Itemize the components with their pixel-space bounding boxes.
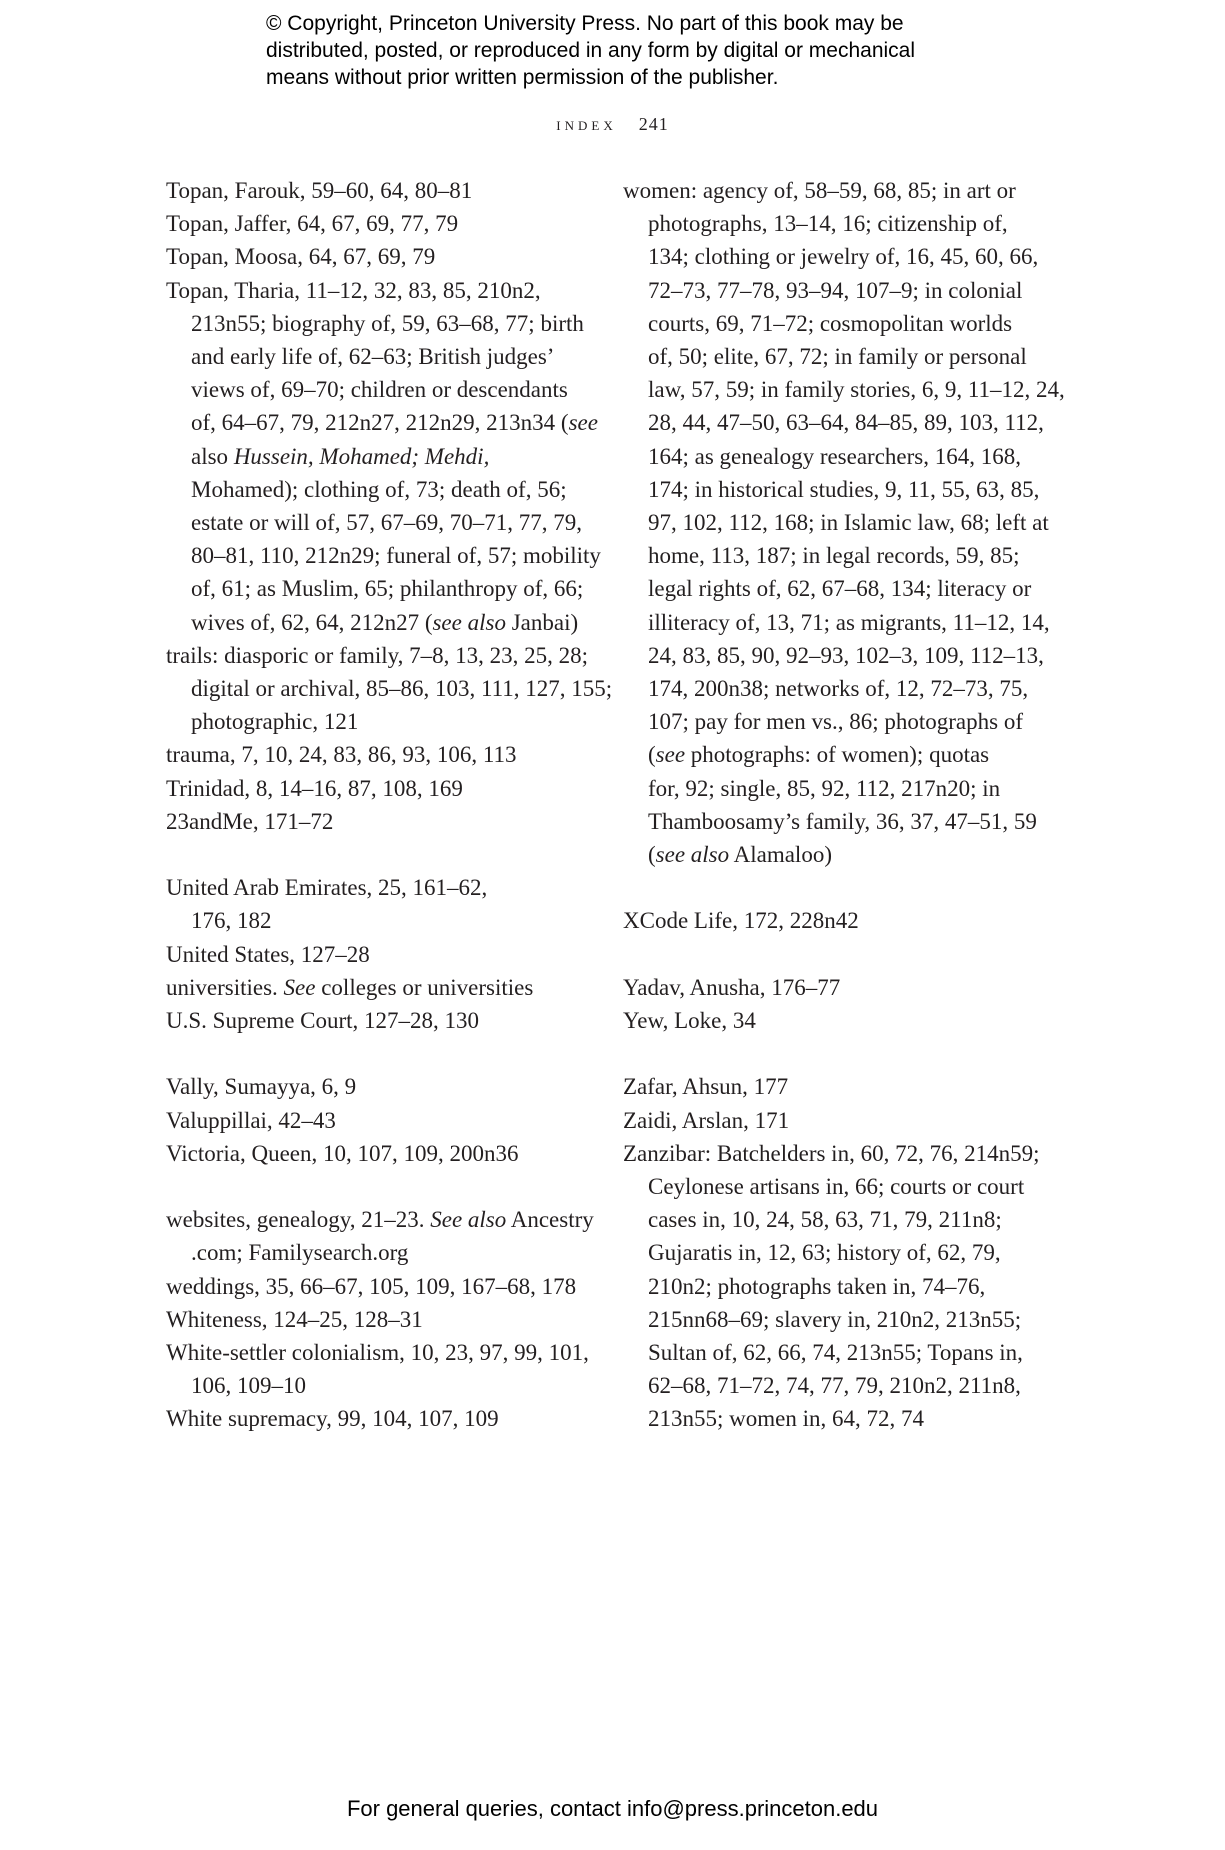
copyright-line: © Copyright, Princeton University Press. No part of this book may be	[266, 12, 904, 35]
entry-text: Ceylonese artisans in, 66; courts or court	[648, 1174, 1025, 1200]
entry-group-gap	[166, 1170, 586, 1203]
index-entry	[623, 904, 1045, 937]
index-entry-continuation	[166, 340, 586, 373]
index-entry-continuation	[166, 307, 586, 340]
index-entry-continuation	[623, 539, 1045, 572]
entry-text: XCode Life, 172, 228n42	[623, 908, 859, 934]
index-entry	[623, 1004, 1045, 1037]
entry-text: Thamboosamy’s family, 36, 37, 47–51, 59	[648, 808, 1037, 834]
entry-text: Sultan of, 62, 66, 74, 213n55; Topans in,	[648, 1340, 1023, 1366]
index-entry-continuation	[166, 672, 613, 705]
index-entry-continuation	[623, 805, 1045, 838]
index-entry-continuation	[623, 606, 1050, 639]
entry-text: of, 50; elite, 67, 72; in family or personal	[648, 344, 1027, 370]
entry-text: 134; clothing or jewelry of, 16, 45, 60, 66,	[648, 244, 1039, 270]
entry-text: Valuppillai, 42–43	[166, 1107, 336, 1133]
index-entry	[166, 772, 586, 805]
entry-text: digital or archival, 85–86, 103, 111, 127, 155;	[191, 676, 613, 702]
entry-text: and early life of, 62–63; British judges’	[191, 344, 555, 370]
index-entry	[623, 174, 1045, 207]
entry-text: Alamaloo)	[729, 842, 832, 868]
page-number: 241	[638, 114, 669, 134]
index-entry	[166, 240, 586, 273]
entry-text: United States, 127–28	[166, 941, 370, 967]
entry-text: 106, 109–10	[191, 1373, 306, 1399]
index-entry-continuation	[623, 1203, 1045, 1236]
entry-text: 213n55; women in, 64, 72, 74	[648, 1406, 924, 1432]
index-entry-continuation	[166, 904, 586, 937]
entry-text: 174, 200n38; networks of, 12, 72–73, 75,	[648, 676, 1029, 702]
entry-text: 28, 44, 47–50, 63–64, 84–85, 89, 103, 112,	[648, 410, 1044, 436]
entry-text: courts, 69, 71–72; cosmopolitan worlds	[648, 310, 1013, 336]
index-entry-continuation	[166, 1369, 586, 1402]
cross-reference-italic: See also	[430, 1207, 507, 1233]
index-entry-continuation	[623, 1369, 1045, 1402]
entry-text: U.S. Supreme Court, 127–28, 130	[166, 1008, 480, 1034]
entry-text: 72–73, 77–78, 93–94, 107–9; in colonial	[648, 277, 1023, 303]
index-entry-continuation	[623, 1236, 1045, 1269]
index-entry-continuation	[623, 672, 1045, 705]
entry-text: Janbai)	[505, 609, 579, 635]
entry-text: Yadav, Anusha, 176–77	[623, 974, 841, 1000]
index-entry	[166, 1004, 586, 1037]
entry-text: White supremacy, 99, 104, 107, 109	[166, 1406, 499, 1432]
entry-text: Topan, Moosa, 64, 67, 69, 79	[166, 244, 436, 270]
index-entry-continuation	[623, 506, 1049, 539]
index-entry	[166, 639, 589, 672]
index-entry-continuation	[623, 473, 1045, 506]
index-entry-continuation	[623, 639, 1045, 672]
entry-text: illiteracy of, 13, 71; as migrants, 11–12, 14,	[648, 609, 1050, 635]
entry-text: for, 92; single, 85, 92, 112, 217n20; in	[648, 775, 1001, 801]
index-entry	[166, 174, 586, 207]
entry-text: 107; pay for men vs., 86; photographs of	[648, 709, 1023, 735]
entry-text: legal rights of, 62, 67–68, 134; literacy or	[648, 576, 1032, 602]
entry-text: .com; Familysearch.org	[191, 1240, 409, 1266]
index-entry-continuation	[623, 738, 1045, 771]
cross-reference-italic: see also	[655, 842, 730, 868]
index-entry	[166, 805, 586, 838]
entry-text: trauma, 7, 10, 24, 83, 86, 93, 106, 113	[166, 742, 517, 768]
index-entry	[166, 1402, 586, 1435]
entry-text: Zafar, Ahsun, 177	[623, 1074, 789, 1100]
cross-reference-italic: see	[655, 742, 686, 768]
index-entry	[166, 1303, 586, 1336]
index-entry	[166, 207, 586, 240]
entry-text: 213n55; biography of, 59, 63–68, 77; birth	[191, 310, 584, 336]
index-entry	[623, 1070, 1045, 1103]
entry-text: 24, 83, 85, 90, 92–93, 102–3, 109, 112–13,	[648, 642, 1044, 668]
index-entry	[166, 1070, 586, 1103]
entry-text: Vally, Sumayya, 6, 9	[166, 1074, 357, 1100]
entry-text: 174; in historical studies, 9, 11, 55, 63, 85,	[648, 476, 1040, 502]
entry-text: (	[648, 742, 656, 768]
entry-text: Topan, Jaffer, 64, 67, 69, 77, 79	[166, 211, 459, 237]
entry-text: 23andMe, 171–72	[166, 808, 334, 834]
entry-text: 210n2; photographs taken in, 74–76,	[648, 1273, 986, 1299]
entry-text: 97, 102, 112, 168; in Islamic law, 68; left at	[648, 510, 1049, 536]
index-entry-continuation	[623, 240, 1045, 273]
entry-text: also	[191, 443, 229, 469]
index-entry	[623, 971, 1045, 1004]
index-entry-continuation	[166, 473, 586, 506]
index-entry-continuation	[623, 1402, 1045, 1435]
index-entry-continuation	[166, 406, 598, 439]
index-entry	[166, 1203, 594, 1236]
entry-text: weddings, 35, 66–67, 105, 109, 167–68, 178	[166, 1273, 577, 1299]
entry-text: estate or will of, 57, 67–69, 70–71, 77, 79,	[191, 510, 582, 536]
index-entry	[166, 938, 586, 971]
index-entry-continuation	[166, 705, 586, 738]
entry-text: White-settler colonialism, 10, 23, 97, 99, 101,	[166, 1340, 589, 1366]
running-head	[0, 114, 1225, 135]
entry-text: universities.	[166, 974, 284, 1000]
index-entry	[166, 1270, 586, 1303]
copyright-notice	[266, 10, 1026, 91]
entry-group-gap	[623, 1037, 1045, 1070]
entry-text: home, 113, 187; in legal records, 59, 85;	[648, 543, 1020, 569]
entry-text: wives of, 62, 64, 212n27 (	[191, 609, 433, 635]
index-entry-continuation	[623, 440, 1045, 473]
entry-text: Topan, Tharia, 11–12, 32, 83, 85, 210n2,	[166, 277, 541, 303]
entry-text: Mohamed); clothing of, 73; death of, 56;	[191, 476, 567, 502]
index-entry-continuation	[623, 340, 1045, 373]
index-entry-continuation	[166, 506, 586, 539]
index-entry-continuation	[623, 406, 1045, 439]
entry-text: Trinidad, 8, 14–16, 87, 108, 169	[166, 775, 463, 801]
index-entry-continuation	[623, 838, 1045, 871]
index-entry-continuation	[623, 1270, 1045, 1303]
entry-text: views of, 69–70; children or descendants	[191, 377, 568, 403]
cross-reference-italic: Hussein, Mohamed; Mehdi,	[228, 443, 490, 469]
entry-text: photographs: of women); quotas	[685, 742, 990, 768]
index-entry-continuation	[166, 373, 586, 406]
index-entry	[166, 871, 586, 904]
entry-text: Yew, Loke, 34	[623, 1008, 756, 1034]
contact-footer: For general queries, contact info@press.princeton.edu	[346, 1796, 879, 1821]
entry-text: websites, genealogy, 21–23.	[166, 1207, 431, 1233]
entry-group-gap	[166, 838, 586, 871]
entry-group-gap	[623, 871, 1045, 904]
entry-text: Zanzibar: Batchelders in, 60, 72, 76, 214n59;	[623, 1140, 1040, 1166]
copyright-line: distributed, posted, or reproduced in any form by digital or mechanical	[266, 39, 916, 62]
index-entry-continuation	[166, 606, 586, 639]
entry-text: law, 57, 59; in family stories, 6, 9, 11–12, 24,	[648, 377, 1065, 403]
cross-reference-italic: see also	[432, 609, 506, 635]
index-entry-continuation	[166, 572, 586, 605]
index-entry-continuation	[166, 440, 586, 473]
index-entry-continuation	[623, 1336, 1045, 1369]
entry-group-gap	[623, 938, 1045, 971]
entry-text: of, 61; as Muslim, 65; philanthropy of, 66;	[191, 576, 584, 602]
entry-text: colleges or universities	[315, 974, 534, 1000]
index-entry-continuation	[623, 307, 1045, 340]
index-entry-continuation	[166, 1236, 586, 1269]
entry-text: 176, 182	[191, 908, 272, 934]
entry-text: 62–68, 71–72, 74, 77, 79, 210n2, 211n8,	[648, 1373, 1021, 1399]
index-entry	[623, 1104, 1045, 1137]
index-entry	[166, 971, 586, 1004]
index-entry	[166, 1104, 586, 1137]
index-entry-continuation	[623, 274, 1045, 307]
entry-text: women: agency of, 58–59, 68, 85; in art or	[623, 178, 1016, 203]
entry-text: Topan, Farouk, 59–60, 64, 80–81	[166, 178, 473, 203]
cross-reference-italic: see	[568, 410, 598, 436]
entry-text: Gujaratis in, 12, 63; history of, 62, 79,	[648, 1240, 1001, 1266]
index-entry-continuation	[623, 705, 1045, 738]
entry-text: 80–81, 110, 212n29; funeral of, 57; mobility	[191, 543, 601, 569]
copyright-line: means without prior written permission of the publisher.	[266, 66, 779, 89]
index-entry-continuation	[623, 1170, 1045, 1203]
index-entry-continuation	[166, 539, 601, 572]
entry-text: United Arab Emirates, 25, 161–62,	[166, 875, 488, 901]
index-entry	[166, 1336, 589, 1369]
entry-text: trails: diasporic or family, 7–8, 13, 23, 25, 28;	[166, 642, 589, 668]
index-entry-continuation	[623, 1303, 1045, 1336]
index-column-left	[166, 174, 613, 1436]
index-entry	[166, 274, 586, 307]
entry-text: 215nn68–69; slavery in, 210n2, 213n55;	[648, 1306, 1022, 1332]
index-entry-continuation	[623, 572, 1045, 605]
entry-text: photographs, 13–14, 16; citizenship of,	[648, 211, 1008, 237]
index-entry-continuation	[623, 373, 1065, 406]
entry-text: Victoria, Queen, 10, 107, 109, 200n36	[166, 1140, 519, 1166]
entry-text: Ancestry	[506, 1207, 594, 1233]
entry-text: Zaidi, Arslan, 171	[623, 1107, 790, 1133]
entry-text: photographic, 121	[191, 709, 359, 735]
index-entry	[623, 1137, 1045, 1170]
index-entry-continuation	[623, 772, 1045, 805]
entry-text: of, 64–67, 79, 212n27, 212n29, 213n34 (	[191, 410, 569, 436]
index-entry-continuation	[623, 207, 1045, 240]
entry-group-gap	[166, 1037, 586, 1070]
entry-text: Whiteness, 124–25, 128–31	[166, 1306, 423, 1332]
index-entry	[166, 738, 586, 771]
entry-text: 164; as genealogy researchers, 164, 168,	[648, 443, 1021, 469]
index-column-right	[623, 174, 1065, 1436]
entry-text: cases in, 10, 24, 58, 63, 71, 79, 211n8;	[648, 1207, 1002, 1233]
running-head-title: index	[556, 114, 617, 134]
entry-text: (	[648, 842, 656, 868]
index-entry	[166, 1137, 586, 1170]
cross-reference-italic: See	[283, 974, 316, 1000]
